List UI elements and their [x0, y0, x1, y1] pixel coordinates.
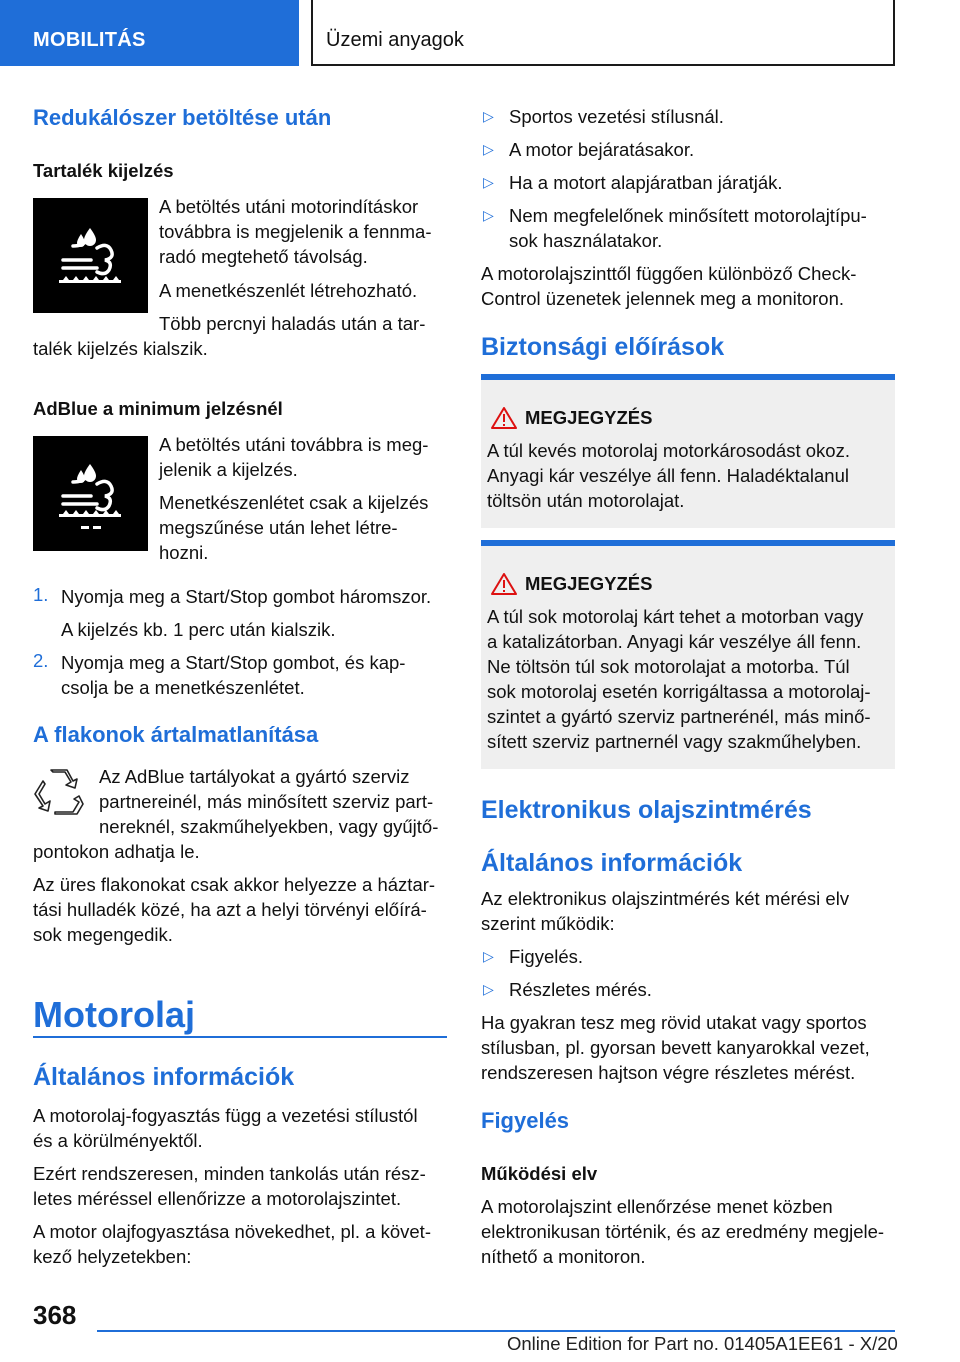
- bullet-item: A motor bejáratásakor.: [509, 139, 695, 160]
- bullet-marker: ▷: [483, 207, 494, 223]
- bullet-marker: ▷: [483, 981, 494, 997]
- bullet-item: Sportos vezetési stílusnál.: [509, 106, 724, 127]
- adblue-min-line-3: Menetkészenlétet csak a kijelzés: [159, 492, 429, 513]
- bullet-reszletes: Részletes mérés.: [509, 979, 652, 1000]
- checkcontrol-line-1: A motorolajszinttől függően különböző Check-: [481, 263, 857, 284]
- altalanos-line-3: Ezért rendszeresen, minden tankolás után rész-: [33, 1163, 426, 1184]
- warning-2-line-5: szintet a gyártó szerviz partnerénél, más minő-: [487, 706, 871, 727]
- subheading-mukodesi-elv: Működési elv: [481, 1163, 598, 1184]
- altalanos-line-6: kező helyzetekben:: [33, 1246, 192, 1267]
- bullet-item: Ha a motort alapjáratban járatják.: [509, 172, 783, 193]
- flakon-line-4: pontokon adhatja le.: [33, 841, 200, 862]
- warning-1-line-1: A túl kevés motorolaj motorkárosodást okoz.: [487, 440, 850, 461]
- flakon-line-6: tási hulladék közé, ha azt a helyi törvényi előírá-: [33, 899, 427, 920]
- footer-rule: [97, 1330, 895, 1332]
- heading-elektronikus: Elektronikus olajszintmérés: [481, 796, 812, 824]
- figyeles-line-3: níthető a monitoron.: [481, 1246, 646, 1267]
- heading-altalanos: Általános információk: [33, 1063, 295, 1091]
- flakon-line-3: nereknél, szakműhelyekben, vagy gyűjtő-: [99, 816, 439, 837]
- tartalek-line-1: A betöltés utáni motorindításkor: [159, 196, 419, 217]
- section-rule: [33, 1036, 447, 1038]
- warning-2-line-4: sok motorolaj esetén korrigáltassa a motorolaj-: [487, 681, 871, 702]
- gyakran-line-1: Ha gyakran tesz meg rövid utakat vagy sportos: [481, 1012, 867, 1033]
- warning-title: MEGJEGYZÉS: [525, 573, 653, 594]
- bullet-item: Nem megfelelőnek minősített motorolajtípu-: [509, 205, 867, 226]
- altalanos-line-5: A motor olajfogyasztása növekedhet, pl. a követ-: [33, 1221, 431, 1242]
- bullet-marker: ▷: [483, 948, 494, 964]
- section-tab: [0, 0, 299, 66]
- gyakran-line-2: stílusban, pl. gyorsan bevett kanyarokkal vezet,: [481, 1037, 870, 1058]
- step-2-number: 2.: [33, 650, 49, 671]
- warning-1-line-3: töltsön után motorolajat.: [487, 490, 685, 511]
- altalanos-line-1: A motorolaj-fogyasztás függ a vezetési stílustól: [33, 1105, 418, 1126]
- warning-box-1: [481, 374, 895, 528]
- heading-figyeles: Figyelés: [481, 1108, 570, 1133]
- adblue-min-line-1: A betöltés utáni továbbra is meg-: [159, 434, 429, 455]
- page-number: 368: [33, 1300, 77, 1330]
- step-2-line-1: Nyomja meg a Start/Stop gombot, és kap-: [61, 652, 406, 673]
- flakon-line-1: Az AdBlue tartályokat a gyártó szerviz: [99, 766, 410, 787]
- warning-triangle-icon: [490, 572, 518, 601]
- section-title: MOBILITÁS: [33, 29, 146, 51]
- warning-2-line-3: Ne töltsön túl sok motorolajat a motorba. Túl: [487, 656, 850, 677]
- adblue-min-line-4: megszűnése után lehet létre-: [159, 517, 398, 538]
- bullet-marker: ▷: [483, 141, 494, 157]
- tartalek-line-4: A menetkészenlét létrehozható.: [159, 280, 418, 301]
- heading-altalanos-2: Általános információk: [481, 849, 743, 877]
- warning-2-line-1: A túl sok motorolaj kárt tehet a motorban vagy: [487, 606, 864, 627]
- heading-flakonok: A flakonok ártalmatlanítása: [33, 722, 319, 747]
- gyakran-line-3: rendszeresen hajtson végre részletes mérést.: [481, 1062, 856, 1083]
- warning-1-line-2: Anyagi kár veszélye áll fenn. Haladéktalanul: [487, 465, 849, 486]
- edition-text: Online Edition for Part no. 01405A1EE61 - X/20: [507, 1333, 898, 1354]
- heading-motorolaj: Motorolaj: [33, 994, 195, 1035]
- tartalek-line-3: radó megtehető távolság.: [159, 246, 368, 267]
- elv-line-2: szerint működik:: [481, 913, 615, 934]
- warning-title: MEGJEGYZÉS: [525, 407, 653, 428]
- bullet-marker: ▷: [483, 174, 494, 190]
- step-1-number: 1.: [33, 584, 49, 605]
- tartalek-line-5: Több percnyi haladás után a tar-: [159, 313, 426, 334]
- chapter-title: Üzemi anyagok: [326, 29, 464, 51]
- altalanos-line-4: letes méréssel ellenőrizze a motorolajszintet.: [33, 1188, 402, 1209]
- tartalek-line-2: továbbra is megjelenik a fennma-: [159, 221, 432, 242]
- subheading-tartalek: Tartalék kijelzés: [33, 160, 174, 181]
- flakon-line-7: sok megengedik.: [33, 924, 173, 945]
- bullet-marker: ▷: [483, 108, 494, 124]
- subheading-adblue-min: AdBlue a minimum jelzésnél: [33, 398, 283, 419]
- checkcontrol-line-2: Control üzenetek jelennek meg a monitoron.: [481, 288, 845, 309]
- step-1-line-2: A kijelzés kb. 1 perc után kialszik.: [61, 619, 336, 640]
- warning-triangle-icon: [490, 406, 518, 435]
- flakon-line-5: Az üres flakonokat csak akkor helyezze a háztar-: [33, 874, 436, 895]
- warning-2-line-2: a katalizátorban. Anyagi kár veszélye áll fenn.: [487, 631, 862, 652]
- altalanos-line-2: és a körülményektől.: [33, 1130, 203, 1151]
- chapter-header: [311, 0, 895, 66]
- step-2-line-2: csolja be a menetkészenlétet.: [61, 677, 305, 698]
- heading-redukaloszer: Redukálószer betöltése után: [33, 105, 332, 130]
- recycle-icon: [33, 766, 85, 818]
- adblue-min-line-2: jelenik a kijelzés.: [159, 459, 298, 480]
- warning-2-line-6: sített szerviz partnernél vagy szakműhelyben.: [487, 731, 862, 752]
- adblue-reserve-icon: [33, 198, 148, 313]
- adblue-min-line-5: hozni.: [159, 542, 209, 563]
- bullet-item-cont: sok használatakor.: [509, 230, 663, 251]
- bullet-figyeles: Figyelés.: [509, 946, 584, 967]
- heading-biztonsagi: Biztonsági előírások: [481, 333, 725, 361]
- flakon-line-2: partnereinél, más minősített szerviz part-: [99, 791, 434, 812]
- step-1-line-1: Nyomja meg a Start/Stop gombot háromszor.: [61, 586, 432, 607]
- figyeles-line-2: elektronikusan történik, és az eredmény megjele-: [481, 1221, 885, 1242]
- tartalek-line-6: talék kijelzés kialszik.: [33, 338, 208, 359]
- elv-line-1: Az elektronikus olajszintmérés két mérési elv: [481, 888, 850, 909]
- warning-box-2: [481, 540, 895, 769]
- adblue-minimum-icon: [33, 436, 148, 551]
- figyeles-line-1: A motorolajszint ellenőrzése menet közben: [481, 1196, 833, 1217]
